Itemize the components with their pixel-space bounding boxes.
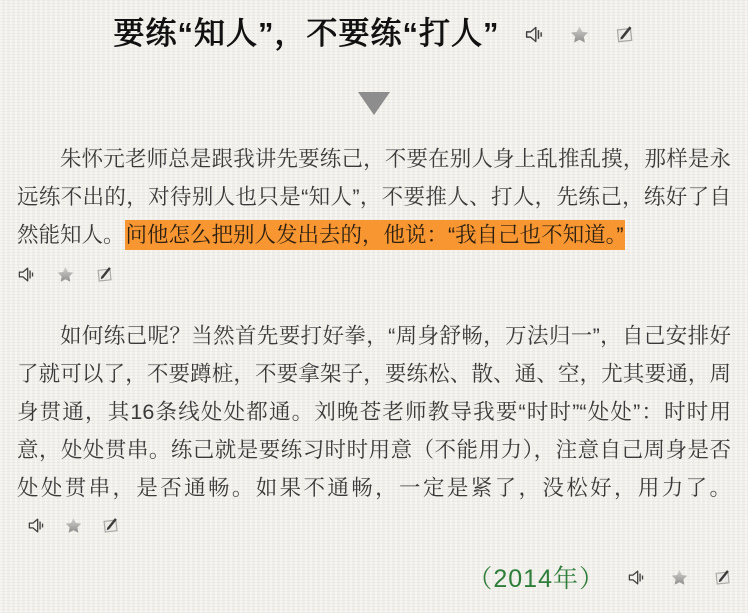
- footer-icon-group: [627, 568, 732, 587]
- title-icon-group: [524, 24, 635, 45]
- speaker-icon[interactable]: [17, 265, 36, 284]
- star-icon[interactable]: [670, 568, 689, 587]
- triangle-down-icon[interactable]: [358, 92, 390, 115]
- edit-icon[interactable]: [713, 568, 732, 587]
- edit-icon[interactable]: [101, 516, 120, 535]
- paragraph-2: [17, 317, 731, 545]
- speaker-icon[interactable]: [627, 568, 646, 587]
- edit-icon[interactable]: [614, 24, 635, 45]
- paragraph-1: [17, 140, 731, 254]
- highlighted-text: 问他怎么把别人发出去的，他说：“我自己也不知道。”: [125, 220, 625, 250]
- article-footer: [467, 559, 732, 595]
- paragraph-2-icon-group: [27, 516, 120, 535]
- star-icon[interactable]: [64, 516, 83, 535]
- article-header: [17, 16, 731, 52]
- paragraph-1-icon-group: [17, 264, 731, 284]
- speaker-icon[interactable]: [524, 24, 545, 45]
- speaker-icon[interactable]: [27, 516, 46, 535]
- star-icon[interactable]: [569, 24, 590, 45]
- article-date: （2014年）: [467, 565, 605, 593]
- paragraph-2-text: 如何练己呢？当然首先要打好拳，“周身舒畅，万法归一”，自己安排好了就可以了，不要蹲桩，不要拿架子，要练松、散、通、空，尤其要通，周身贯通，其16条线处处都通。刘晚苍老师教导我要“时时”“处处”：时时用意，处处贯串。练己就是要练习时时用意（不能用力），注意自己周身是否处处贯串，是否通畅。如果不通畅，一定是紧了，没松好，用力了。: [17, 324, 731, 500]
- section-divider: [17, 92, 731, 115]
- article-body: [17, 140, 731, 545]
- edit-icon[interactable]: [95, 265, 114, 284]
- star-icon[interactable]: [56, 265, 75, 284]
- paragraph-1-text: 朱怀元老师总是跟我讲先要练己，不要在别人身上乱推乱摸，那样是永远练不出的，对待别人也只是“知人”，不要推人、打人，先练己，练好了自然能知人。: [17, 147, 731, 247]
- page-title: 要练“知人”，不要练“打人”: [113, 16, 500, 51]
